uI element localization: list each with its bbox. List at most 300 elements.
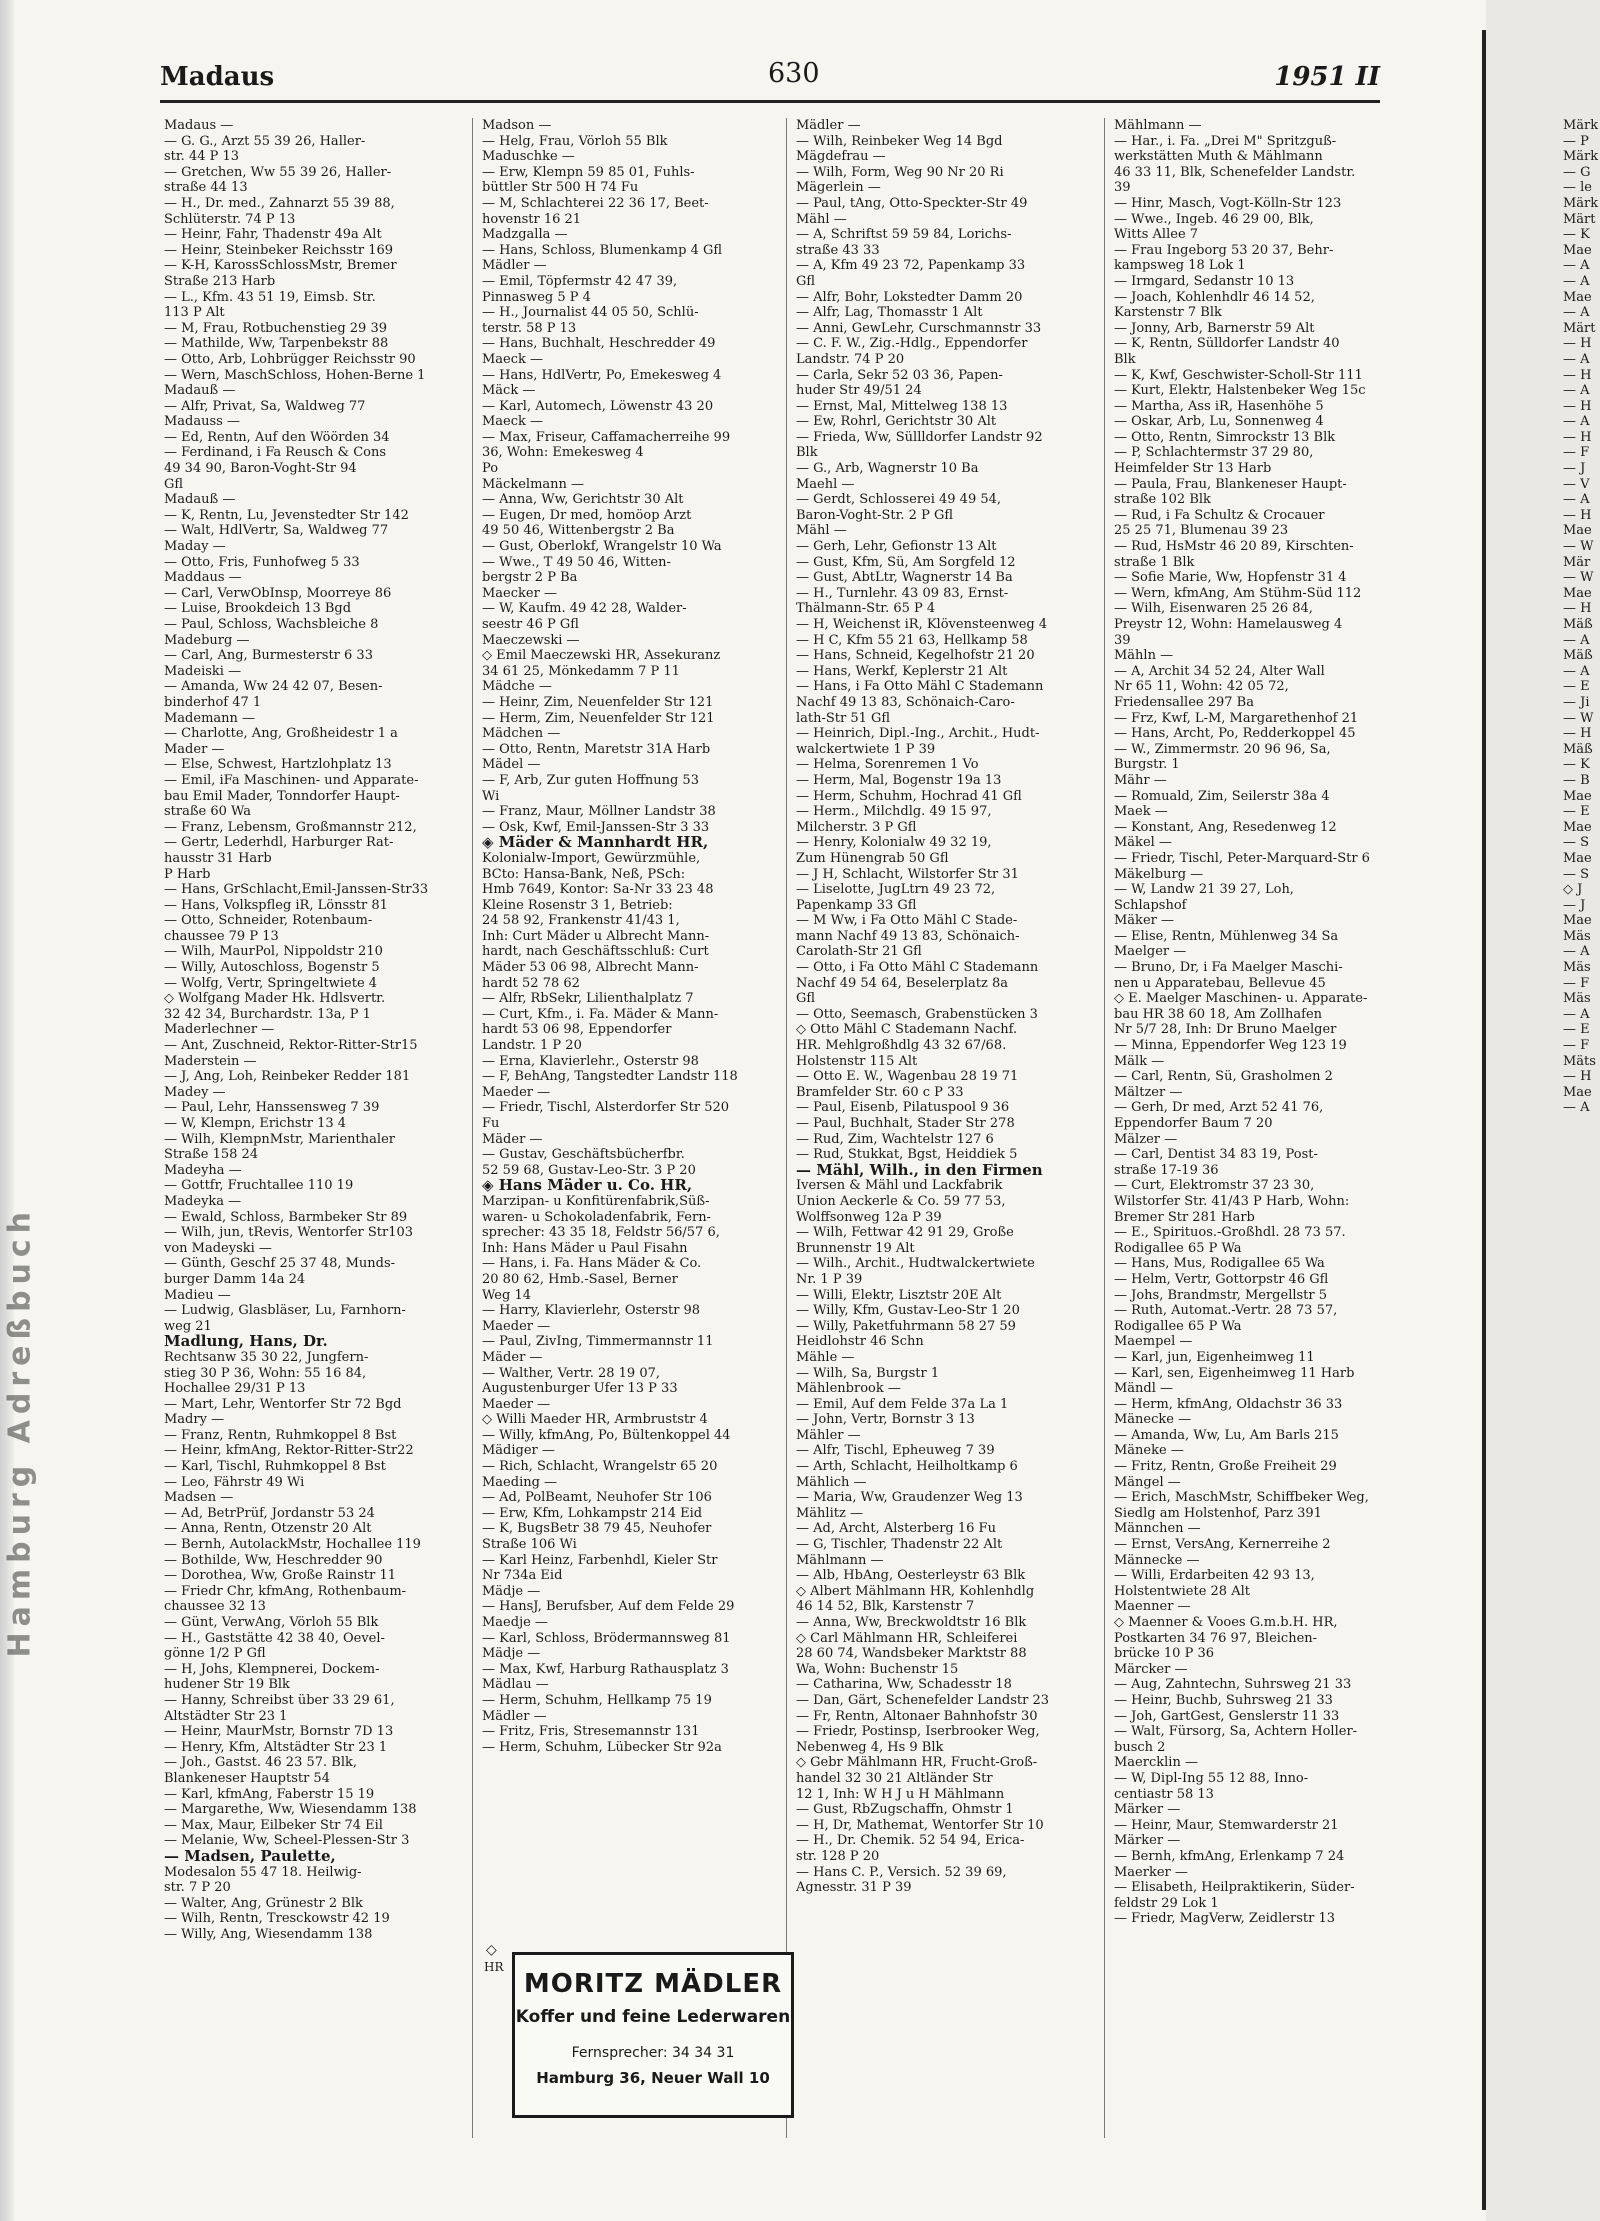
directory-entry-line: — Otto, Arb, Lohbrügger Reichsstr 90 (164, 351, 416, 367)
directory-entry-line: Blankeneser Hauptstr 54 (164, 1770, 330, 1786)
directory-entry-line: — Willy, Autoschloss, Bogenstr 5 (164, 960, 380, 976)
directory-entry-line: ◇ Emil Maeczewski HR, Assekuranz (482, 648, 721, 664)
directory-entry-line: — Anna, Ww, Breckwoldtstr 16 Blk (796, 1615, 1027, 1630)
directory-entry-line: — Alfr, Privat, Sa, Waldweg 77 (164, 398, 366, 414)
directory-entry-line: straße 17-19 36 (1114, 1162, 1219, 1178)
directory-entry-line: hardt 53 06 98, Eppendorfer (482, 1022, 672, 1038)
directory-entry-line: — A (1563, 305, 1590, 321)
directory-entry-line: — Friedr Chr, kfmAng, Rothenbaum- (164, 1583, 407, 1599)
directory-entry-line: Märker — (1114, 1802, 1181, 1818)
directory-entry-line: lath-Str 51 Gfl (796, 710, 891, 726)
directory-entry-line: straße 102 Blk (1114, 492, 1211, 508)
directory-entry-line: — Amanda, Ww 24 42 07, Besen- (164, 679, 383, 695)
directory-entry-line: ◇ Wolfgang Mader Hk. Hdlsvertr. (164, 991, 386, 1007)
directory-entry-line: Maeder — (482, 1396, 551, 1412)
directory-entry-line: — Charlotte, Ang, Großheidestr 1 a (164, 726, 398, 742)
directory-entry-line: — F, Arb, Zur guten Hoffnung 53 (482, 772, 699, 788)
directory-entry-line: Mäder 53 06 98, Albrecht Mann- (482, 960, 699, 976)
directory-entry-line: — Gust, RbZugschaffn, Ohmstr 1 (796, 1802, 1014, 1818)
directory-entry-line: — Herm, Mal, Bogenstr 19a 13 (796, 772, 1002, 788)
directory-entry-line: Mädel — (482, 757, 541, 773)
directory-entry-line: — Johs, Brandmstr, Mergellstr 5 (1114, 1287, 1328, 1303)
directory-entry-line: — Curt, Kfm., i. Fa. Mäder & Mann- (482, 1006, 719, 1022)
directory-entry-line: — Eugen, Dr med, homöop Arzt (482, 507, 692, 523)
directory-entry-line: Inh: Hans Mäder u Paul Fisahn (482, 1240, 688, 1256)
directory-entry-line: 46 33 11, Blk, Schenefelder Landstr. (1114, 164, 1356, 180)
directory-entry-line: Madzgalla — (482, 227, 568, 243)
directory-entry-line: — Wwe., T 49 50 46, Witten- (482, 554, 671, 570)
directory-entry-line: Po (482, 461, 499, 477)
directory-entry-line: — F (1563, 1038, 1590, 1054)
directory-entry-line: — Gertr, Lederhdl, Harburger Rat- (164, 835, 394, 851)
directory-entry-line: — J (1563, 897, 1586, 913)
directory-entry-line: Blk (796, 445, 818, 461)
directory-entry-line: — Else, Schwest, Hartzlohplatz 13 (164, 757, 392, 773)
directory-entry-line: Nachf 49 13 83, Schönaich-Caro- (796, 694, 1015, 710)
directory-entry-line: Burgstr. 1 (1114, 757, 1180, 773)
directory-entry-line: Mäker — (1114, 913, 1174, 929)
directory-entry-line: — Hans C. P., Versich. 52 39 69, (796, 1864, 1007, 1880)
directory-entry-line: Maeck — (482, 414, 544, 430)
directory-entry-line: binderhof 47 1 (164, 694, 262, 710)
directory-entry-line: — Wilh, Eisenwaren 25 26 84, (1114, 601, 1313, 617)
directory-entry-line: — Ernst, VersAng, Kernerreihe 2 (1114, 1537, 1331, 1553)
directory-entry-line: — Oskar, Arb, Lu, Sonnenweg 4 (1114, 414, 1324, 430)
directory-entry-line: — Joh., Gastst. 46 23 57. Blk, (164, 1755, 358, 1771)
directory-entry-line: Union Aeckerle & Co. 59 77 53, (796, 1193, 1006, 1209)
directory-entry-line: — Curt, Elektromstr 37 23 30, (1114, 1178, 1315, 1194)
directory-entry-line: — Paul, Buchhalt, Stader Str 278 (796, 1116, 1015, 1131)
directory-entry-line: — Minna, Eppendorfer Weg 123 19 (1114, 1038, 1347, 1054)
directory-entry-line: Mägdefrau — (796, 149, 886, 165)
directory-entry-line: — Gust, Oberlokf, Wrangelstr 10 Wa (482, 539, 722, 555)
directory-entry-line: Kleine Rosenstr 3 1, Betrieb: (482, 897, 673, 913)
directory-entry-line: Märk (1563, 118, 1599, 133)
directory-entry-line: — Willy, kfmAng, Po, Bültenkoppel 44 (482, 1427, 731, 1443)
directory-entry-line: 25 25 71, Blumenau 39 23 (1114, 523, 1289, 539)
directory-entry-line: Landstr. 1 P 20 (482, 1038, 582, 1054)
directory-entry-line: — Willy, Ang, Wiesendamm 138 (164, 1926, 373, 1942)
directory-entry-line: Mae (1563, 1084, 1592, 1100)
directory-entry-line: Maeder — (482, 1318, 551, 1334)
directory-entry-line: — Otto, Fris, Funhofweg 5 33 (164, 554, 360, 570)
directory-entry-line: Nachf 49 54 64, Beselerplatz 8a (796, 975, 1009, 991)
directory-entry-line: Schlüterstr. 74 P 13 (164, 211, 296, 227)
column-2 (482, 118, 760, 1755)
directory-entry-line: — Bruno, Dr, i Fa Maelger Maschi- (1114, 960, 1343, 976)
directory-entry-line: — M, Frau, Rotbuchenstieg 29 39 (164, 320, 387, 336)
directory-entry-line: Wa, Wohn: Buchenstr 15 (796, 1661, 959, 1677)
directory-entry-line: — Ludwig, Glasbläser, Lu, Farnhorn- (164, 1303, 406, 1319)
directory-entry-line: — Heinr, Maur, Stemwarderstr 21 (1114, 1817, 1339, 1833)
directory-entry-line: — Irmgard, Sedanstr 10 13 (1114, 273, 1295, 289)
directory-entry-line: — Helma, Sorenremen 1 Vo (796, 757, 979, 773)
directory-entry-line: — Paul, tAng, Otto-Speckter-Str 49 (796, 195, 1028, 211)
directory-entry-line: ◇ Maenner & Vooes G.m.b.H. HR, (1114, 1615, 1338, 1630)
directory-entry-line: Zum Hünengrab 50 Gfl (796, 850, 949, 866)
directory-entry-line: — H, Weichenst iR, Klövensteenweg 4 (796, 617, 1048, 632)
directory-entry-line: — Wern, MaschSchloss, Hohen-Berne 1 (164, 367, 426, 383)
directory-entry-line: — Fritz, Fris, Stresemannstr 131 (482, 1724, 700, 1740)
directory-entry-line: centiastr 58 13 (1114, 1786, 1214, 1802)
directory-entry-line: str. 7 P 20 (164, 1880, 231, 1896)
directory-entry-line: — Alfr, Tischl, Epheuweg 7 39 (796, 1443, 995, 1459)
directory-entry-line: — A, Archit 34 52 24, Alter Wall (1114, 663, 1325, 679)
directory-entry-line: — W, Klempn, Erichstr 13 4 (164, 1116, 347, 1131)
directory-entry-line: — Jonny, Arb, Barnerstr 59 Alt (1114, 320, 1315, 336)
directory-entry-line: — Franz, Maur, Möllner Landstr 38 (482, 804, 716, 820)
directory-entry-line: — Karl, jun, Eigenheimweg 11 (1114, 1349, 1315, 1365)
directory-entry-line: Märk (1563, 195, 1599, 211)
directory-entry-line: — K (1563, 757, 1590, 773)
directory-entry-line: — Paula, Frau, Blankeneser Haupt- (1114, 476, 1347, 492)
directory-entry-line: — Herm, kfmAng, Oldachstr 36 33 (1114, 1396, 1343, 1412)
directory-entry-line: Mältzer — (1114, 1084, 1183, 1100)
directory-entry-line: — Wilh, Rentn, Tresckowstr 42 19 (164, 1911, 390, 1927)
directory-entry-line: — A (1563, 492, 1590, 508)
directory-entry-line: — Willi, Elektr, Lisztstr 20E Alt (796, 1287, 1002, 1303)
directory-entry-line: Mädler — (482, 258, 547, 274)
directory-entry-line: walckertwiete 1 P 39 (796, 741, 936, 757)
directory-entry-line: — G, Tischler, Thadenstr 22 Alt (796, 1537, 1003, 1553)
directory-entry-line: — Carl, Dentist 34 83 19, Post- (1114, 1147, 1318, 1163)
directory-entry-line: 52 59 68, Gustav-Leo-Str. 3 P 20 (482, 1162, 696, 1178)
directory-entry-line: handel 32 30 21 Altländer Str (796, 1770, 993, 1786)
directory-entry-line: Mäck — (482, 383, 536, 399)
directory-entry-line: — Karl, Automech, Löwenstr 43 20 (482, 398, 714, 414)
directory-entry-line: — Gust, Kfm, Sü, Am Sorgfeld 12 (796, 554, 1016, 570)
directory-entry-line: huder Str 49/51 24 (796, 383, 922, 399)
directory-entry-line: — H, Dr, Mathemat, Wentorfer Str 10 (796, 1817, 1044, 1833)
directory-entry-line: Mänecke — (1114, 1412, 1192, 1428)
directory-entry-line: — S (1563, 835, 1590, 851)
page-number: 630 (768, 58, 820, 89)
directory-entry-line: — E (1563, 804, 1590, 820)
directory-entry-line: Maenner — (1114, 1599, 1191, 1615)
directory-entry-line: — H, Johs, Klempnerei, Dockem- (164, 1661, 380, 1677)
directory-entry-line: Witts Allee 7 (1114, 227, 1199, 243)
directory-entry-line: Mäts (1563, 1053, 1596, 1069)
directory-entry-line: — Bernh, AutolackMstr, Hochallee 119 (164, 1537, 421, 1553)
directory-entry-line: ◈ Mäder & Mannhardt HR, (482, 835, 709, 851)
directory-entry-line: — H (1563, 1069, 1592, 1085)
directory-entry-line: — A (1563, 414, 1590, 430)
directory-entry-line: — Karl Heinz, Farbenhdl, Kieler Str (482, 1552, 718, 1568)
directory-entry-line: weg 21 (164, 1318, 212, 1334)
next-page-column-fragment (1563, 118, 1600, 1116)
directory-entry-line: — Anna, Ww, Gerichtstr 30 Alt (482, 492, 684, 508)
directory-entry-line: Carolath-Str 21 Gfl (796, 944, 922, 960)
directory-entry-line: — Carla, Sekr 52 03 36, Papen- (796, 367, 1003, 383)
directory-entry-line: — Paul, Lehr, Hanssensweg 7 39 (164, 1100, 380, 1116)
directory-entry-line: Mähl — (796, 523, 847, 539)
directory-entry-line: Mähle — (796, 1349, 855, 1365)
directory-entry-line: ◈ Hans Mäder u. Co. HR, (482, 1178, 693, 1194)
directory-entry-line: — W, Dipl-Ing 55 12 88, Inno- (1114, 1770, 1309, 1786)
directory-entry-line: — Hans, i Fa Otto Mähl C Stademann (796, 679, 1044, 695)
directory-entry-line: Eppendorfer Baum 7 20 (1114, 1116, 1273, 1131)
directory-entry-line: bergstr 2 P Ba (482, 570, 578, 586)
directory-entry-line: — Henry, Kolonialw 49 32 19, (796, 835, 992, 851)
directory-entry-line: — Wilh., Archit., Hudtwalckertwiete (796, 1256, 1035, 1272)
directory-entry-line: Märcker — (1114, 1661, 1188, 1677)
directory-entry-line: — L., Kfm. 43 51 19, Eimsb. Str. (164, 289, 376, 305)
directory-entry-line: — Ernst, Mal, Mittelweg 138 13 (796, 398, 1008, 414)
directory-entry-line: Madeiski — (164, 663, 242, 679)
directory-entry-line: Madson — (482, 118, 552, 133)
directory-entry-line: ◇ Willi Maeder HR, Armbruststr 4 (482, 1412, 708, 1428)
directory-entry-line: Mäs (1563, 991, 1591, 1007)
directory-entry-line: — Willi, Erdarbeiten 42 93 13, (1114, 1568, 1315, 1584)
directory-entry-line: — Emil, iFa Maschinen- und Apparate- (164, 772, 419, 788)
directory-entry-line: Iversen & Mähl und Lackfabrik (796, 1178, 1003, 1194)
directory-entry-line: — Madsen, Paulette, (164, 1848, 336, 1865)
directory-entry-line: Mädlau — (482, 1677, 549, 1693)
directory-entry-line: — Rud, Zim, Wachtelstr 127 6 (796, 1131, 994, 1147)
directory-entry-line: — Alfr, Lag, Thomasstr 1 Alt (796, 305, 983, 321)
advertisement-box (512, 1952, 794, 2118)
directory-entry-line: 24 58 92, Frankenstr 41/43 1, (482, 913, 680, 929)
directory-entry-line: Holstentwiete 28 Alt (1114, 1583, 1250, 1599)
directory-entry-line: — Carl, Rentn, Sü, Grasholmen 2 (1114, 1069, 1333, 1085)
directory-entry-line: Madry — (164, 1412, 225, 1428)
directory-entry-line: — Paul, ZivIng, Timmermannstr 11 (482, 1334, 714, 1350)
directory-entry-line: Madaus — (164, 118, 234, 133)
directory-entry-line: — Alb, HbAng, Oesterleystr 63 Blk (796, 1568, 1026, 1584)
directory-entry-line: Mäkelburg — (1114, 866, 1204, 882)
directory-entry-line: Mae (1563, 523, 1592, 539)
directory-entry-line: Märt (1563, 320, 1596, 336)
directory-entry-line: — Willy, Kfm, Gustav-Leo-Str 1 20 (796, 1303, 1020, 1319)
directory-entry-line: — Anni, GewLehr, Curschmannstr 33 (796, 320, 1042, 336)
directory-entry-line: sprecher: 43 35 18, Feldstr 56/57 6, (482, 1225, 720, 1241)
directory-entry-line: — Heinr, Steinbeker Reichsstr 169 (164, 242, 394, 258)
directory-entry-line: — Har., i. Fa. „Drei M" Spritzguß- (1114, 133, 1337, 149)
directory-entry-line: Bramfelder Str. 60 c P 33 (796, 1084, 964, 1100)
directory-entry-line: Maecker — (482, 585, 557, 601)
directory-entry-line: Maduschke — (482, 149, 575, 165)
directory-entry-line: Madeburg — (164, 632, 250, 648)
directory-entry-line: nen u Apparatebau, Bellevue 45 (1114, 975, 1326, 991)
directory-entry-line: Mae (1563, 242, 1592, 258)
directory-entry-line: — Paul, Schloss, Wachsbleiche 8 (164, 617, 379, 632)
directory-entry-line: busch 2 (1114, 1739, 1166, 1755)
directory-entry-line: — Otto E. W., Wagenbau 28 19 71 (796, 1069, 1019, 1085)
directory-entry-line: — Otto, Seemasch, Grabenstücken 3 (796, 1006, 1038, 1022)
directory-entry-line: — Friedr, Tischl, Peter-Marquard-Str 6 (1114, 850, 1370, 866)
directory-entry-line: — Paul, Eisenb, Pilatuspool 9 36 (796, 1100, 1010, 1116)
directory-entry-line: Fu (482, 1116, 500, 1131)
directory-entry-line: Maercklin — (1114, 1755, 1198, 1771)
directory-entry-line: — le (1563, 180, 1592, 196)
directory-entry-line: Mändl — (1114, 1381, 1174, 1397)
advert-address: Hamburg 36, Neuer Wall 10 (536, 2069, 770, 2087)
directory-entry-line: BCto: Hansa-Bank, Neß, PSch: (482, 866, 686, 882)
directory-entry-line: Mählich — (796, 1474, 867, 1490)
directory-entry-line: Gfl (164, 476, 184, 492)
directory-entry-line: Altstädter Str 23 1 (164, 1708, 288, 1724)
directory-entry-line: — Karl, Schloss, Brödermannsweg 81 (482, 1630, 731, 1646)
directory-entry-line: — Günt, VerwAng, Vörloh 55 Blk (164, 1615, 379, 1630)
directory-entry-line: Siedlg am Holstenhof, Parz 391 (1114, 1505, 1322, 1521)
directory-entry-line: — Ad, BetrPrüf, Jordanstr 53 24 (164, 1505, 375, 1521)
directory-entry-line: — Herm, Schuhm, Lübecker Str 92a (482, 1739, 722, 1755)
directory-entry-line: Nr 65 11, Wohn: 42 05 72, (1114, 679, 1289, 695)
directory-entry-line: Mäß (1563, 741, 1593, 757)
directory-entry-line: Männchen — (1114, 1521, 1201, 1537)
directory-entry-line: — Wilh, MaurPol, Nippoldstr 210 (164, 944, 383, 960)
directory-entry-line: hovenstr 16 21 (482, 211, 582, 227)
directory-entry-line: — E (1563, 1022, 1590, 1038)
directory-entry-line: — Otto, i Fa Otto Mähl C Stademann (796, 960, 1039, 976)
advert-subtitle: Koffer und feine Lederwaren (515, 2007, 791, 2027)
directory-entry-line: 39 (1114, 180, 1131, 196)
directory-entry-line: Maeck — (482, 351, 544, 367)
directory-entry-line: Mädje — (482, 1583, 541, 1599)
directory-entry-line: Papenkamp 33 Gfl (796, 897, 917, 913)
directory-entry-line: — Ad, PolBeamt, Neuhofer Str 106 (482, 1490, 712, 1506)
directory-entry-line: 28 60 74, Wandsbeker Marktstr 88 (796, 1646, 1027, 1662)
directory-entry-line: seestr 46 P Gfl (482, 617, 579, 632)
directory-entry-line: Marzipan- u Konfitürenfabrik,Süß- (482, 1193, 710, 1209)
directory-entry-line: — Leo, Fährstr 49 Wi (164, 1474, 305, 1490)
directory-entry-line: — Dorothea, Ww, Große Rainstr 11 (164, 1568, 397, 1584)
directory-entry-line: werkstätten Muth & Mählmann (1114, 149, 1323, 165)
directory-entry-line: — Hans, Mus, Rodigallee 65 Wa (1114, 1256, 1325, 1272)
column-1 (164, 118, 442, 1942)
directory-entry-line: — Wilh, KlempnMstr, Marienthaler (164, 1131, 395, 1147)
directory-entry-line: ◇ Gebr Mählmann HR, Frucht-Groß- (796, 1755, 1038, 1771)
directory-entry-line: Maddaus — (164, 570, 242, 586)
directory-entry-line: — Ew, Rohrl, Gerichtstr 30 Alt (796, 414, 997, 430)
directory-entry-line: Maderstein — (164, 1053, 257, 1069)
directory-entry-line: Märt (1563, 211, 1596, 227)
directory-entry-line: Baron-Voght-Str. 2 P Gfl (796, 507, 954, 523)
directory-entry-line: — Rud, i Fa Schultz & Crocauer (1114, 507, 1325, 523)
directory-entry-line: — Otto, Rentn, Maretstr 31A Harb (482, 741, 711, 757)
directory-entry-line: 46 14 52, Blk, Karstenstr 7 (796, 1599, 975, 1615)
header-year-volume: 1951 II (1274, 62, 1380, 92)
directory-entry-line: Milcherstr. 3 P Gfl (796, 819, 917, 835)
directory-entry-line: — Friedr, Tischl, Alsterdorfer Str 520 (482, 1100, 730, 1116)
directory-entry-line: — Bernh, kfmAng, Erlenkamp 7 24 (1114, 1848, 1345, 1864)
directory-entry-line: — K, Rentn, Sülldorfer Landstr 40 (1114, 336, 1340, 352)
column-divider (786, 118, 787, 2138)
directory-entry-line: Madauß — (164, 492, 236, 508)
directory-entry-line: — A (1563, 273, 1590, 289)
directory-entry-line: — K, Kwf, Geschwister-Scholl-Str 111 (1114, 367, 1363, 383)
column-divider (1104, 118, 1105, 2138)
directory-entry-line: Madlung, Hans, Dr. (164, 1334, 328, 1350)
directory-entry-line: — Günth, Geschf 25 37 48, Munds- (164, 1256, 396, 1272)
directory-entry-line: — Sofie Marie, Ww, Hopfenstr 31 4 (1114, 570, 1347, 586)
advert-phone: Fernsprecher: 34 34 31 (571, 2045, 735, 2061)
directory-entry-line: Mähr — (1114, 772, 1167, 788)
directory-entry-line: Mählenbrook — (796, 1381, 901, 1397)
directory-entry-line: — Ruth, Automat.-Vertr. 28 73 57, (1114, 1303, 1338, 1319)
directory-entry-line: chaussee 79 P 13 (164, 928, 279, 944)
directory-entry-line: 49 50 46, Wittenbergstr 2 Ba (482, 523, 675, 539)
directory-entry-line: — H C, Kfm 55 21 63, Hellkamp 58 (796, 632, 1028, 648)
directory-entry-line: — Aug, Zahntechn, Suhrsweg 21 33 (1114, 1677, 1352, 1693)
directory-entry-line: — Bothilde, Ww, Heschredder 90 (164, 1552, 383, 1568)
directory-entry-line: gönne 1/2 P Gfl (164, 1646, 266, 1662)
directory-entry-line: 34 61 25, Mönkedamm 7 P 11 (482, 663, 680, 679)
directory-entry-line: Mae (1563, 788, 1592, 804)
directory-entry-line: Mähln — (1114, 648, 1174, 664)
directory-entry-line: — Dan, Gärt, Schenefelder Landstr 23 (796, 1692, 1049, 1708)
directory-entry-line: — Heinr, Fahr, Thadenstr 49a Alt (164, 227, 382, 243)
directory-entry-line: Weg 14 (482, 1287, 531, 1303)
directory-entry-line: — K-H, KarossSchlossMstr, Bremer (164, 258, 397, 274)
directory-entry-line: — Carl, VerwObInsp, Moorreye 86 (164, 585, 392, 601)
page-header (160, 58, 1380, 102)
directory-entry-line: — Anna, Rentn, Otzenstr 20 Alt (164, 1521, 372, 1537)
directory-entry-line: Maeding — (482, 1474, 558, 1490)
directory-entry-line: — W, Landw 21 39 27, Loh, (1114, 882, 1294, 898)
directory-entry-line: — A (1563, 258, 1590, 274)
directory-entry-line: 113 P Alt (164, 305, 225, 321)
directory-entry-line: — H., Turnlehr. 43 09 83, Ernst- (796, 585, 1009, 601)
directory-entry-line: Rodigallee 65 P Wa (1114, 1318, 1242, 1334)
directory-entry-line: — Max, Kwf, Harburg Rathausplatz 3 (482, 1661, 729, 1677)
directory-entry-line: Rodigallee 65 P Wa (1114, 1240, 1242, 1256)
directory-entry-line: — Friedr, MagVerw, Zeidlerstr 13 (1114, 1911, 1335, 1927)
directory-entry-line: chaussee 32 13 (164, 1599, 266, 1615)
directory-entry-line: Mädche — (482, 679, 552, 695)
directory-entry-line: — Franz, Rentn, Ruhmkoppel 8 Bst (164, 1427, 397, 1443)
directory-entry-line: Postkarten 34 76 97, Bleichen- (1114, 1630, 1318, 1646)
directory-entry-line: — Maria, Ww, Graudenzer Weg 13 (796, 1490, 1023, 1506)
directory-entry-line: Schlapshof (1114, 897, 1187, 913)
directory-entry-line: — Erich, MaschMstr, Schiffbeker Weg, (1114, 1490, 1369, 1506)
directory-entry-line: — Melanie, Ww, Scheel-Plessen-Str 3 (164, 1833, 410, 1849)
directory-entry-line: — Hans, Werkf, Keplerstr 21 Alt (796, 663, 1008, 679)
directory-entry-line: Mae (1563, 913, 1592, 929)
directory-entry-line: hardt, nach Geschäftsschluß: Curt (482, 944, 709, 960)
advert-diamond-icon: ◇ (486, 1942, 497, 1958)
directory-entry-line: — A (1563, 663, 1590, 679)
directory-entry-line: — Ferdinand, i Fa Reusch & Cons (164, 445, 387, 461)
header-running-title: Madaus (160, 62, 275, 92)
directory-entry-line: Heidlohstr 46 Schn (796, 1334, 924, 1350)
directory-entry-line: — Hans, GrSchlacht,Emil-Janssen-Str33 (164, 882, 429, 898)
directory-entry-line: Maempel — (1114, 1334, 1193, 1350)
directory-entry-line: — Hinr, Masch, Vogt-Kölln-Str 123 (1114, 195, 1342, 211)
directory-entry-line: ◇ Otto Mähl C Stademann Nachf. (796, 1022, 1018, 1038)
directory-entry-line: Agnesstr. 31 P 39 (796, 1880, 912, 1896)
directory-entry-line: Maelger — (1114, 944, 1187, 960)
directory-entry-line: — Wilh, Fettwar 42 91 29, Große (796, 1225, 1014, 1241)
directory-entry-line: — G. G., Arzt 55 39 26, Haller- (164, 133, 366, 149)
directory-entry-line: — A (1563, 383, 1590, 399)
directory-entry-line: kampsweg 18 Lok 1 (1114, 258, 1246, 274)
directory-entry-line: Madauss — (164, 414, 240, 430)
directory-entry-line: Mäder — (482, 1349, 543, 1365)
directory-entry-line: — H., Gaststätte 42 38 40, Oevel- (164, 1630, 385, 1646)
directory-entry-line: — Hanny, Schreibst über 33 29 61, (164, 1692, 395, 1708)
directory-entry-line: Karstenstr 7 Blk (1114, 305, 1222, 321)
directory-entry-line: — F, BehAng, Tangstedter Landstr 118 (482, 1069, 738, 1085)
directory-entry-line: 39 (1114, 632, 1131, 648)
directory-entry-line: Landstr. 74 P 20 (796, 351, 905, 367)
directory-entry-line: — P (1563, 133, 1589, 149)
directory-entry-line: — Franz, Lebensm, Großmannstr 212, (164, 819, 417, 835)
directory-entry-line: Mädler — (796, 118, 861, 133)
directory-entry-line: — Emil, Töpfermstr 42 47 39, (482, 273, 678, 289)
directory-entry-line: P Harb (164, 866, 211, 882)
directory-entry-line: — A, Schriftst 59 59 84, Lorichs- (796, 227, 1012, 243)
